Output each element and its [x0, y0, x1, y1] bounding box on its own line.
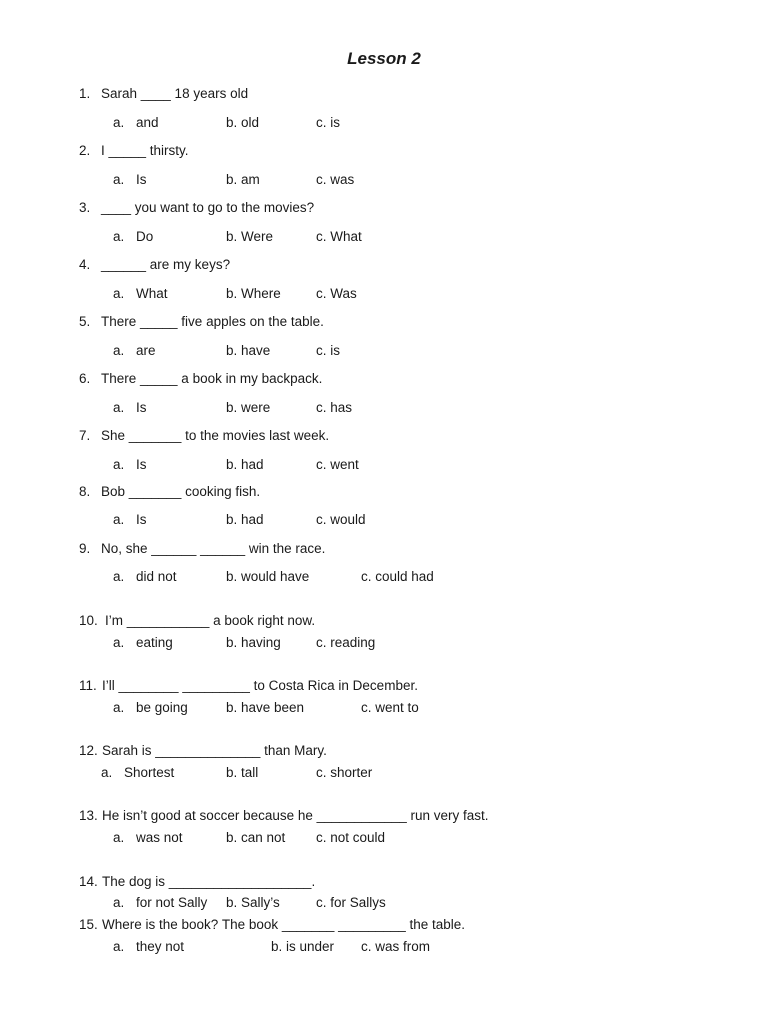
question-14-option-a-letter: a. — [113, 895, 125, 910]
question-10-text: I’m ___________ a book right now. — [105, 613, 316, 628]
question-9-option-a: did not — [136, 569, 177, 584]
question-14-option-b: b. Sally’s — [226, 895, 280, 910]
question-6-option-b: b. were — [226, 400, 271, 415]
question-13-number: 13. — [79, 808, 98, 823]
question-12-option-b: b. tall — [226, 765, 259, 780]
question-6-option-c: c. has — [316, 400, 353, 415]
question-7-option-a-letter: a. — [113, 457, 125, 472]
question-15-option-a-letter: a. — [113, 939, 125, 954]
question-11-option-a: be going — [136, 700, 188, 715]
question-9-number: 9. — [79, 541, 91, 556]
question-2-number: 2. — [79, 143, 91, 158]
question-2-option-c: c. was — [316, 172, 355, 187]
question-9-option-b: b. would have — [226, 569, 310, 584]
question-8-option-c: c. would — [316, 512, 366, 527]
question-5-option-a-letter: a. — [113, 343, 125, 358]
question-9-text: No, she ______ ______ win the race. — [101, 541, 326, 556]
question-4-text: ______ are my keys? — [101, 257, 231, 272]
question-3-option-a-letter: a. — [113, 229, 125, 244]
question-1-option-a: and — [136, 115, 159, 130]
question-4-option-a-letter: a. — [113, 286, 125, 301]
question-1-text: Sarah ____ 18 years old — [101, 86, 249, 101]
question-2-option-b: b. am — [226, 172, 260, 187]
question-11-text: I’ll ________ _________ to Costa Rica in December. — [102, 678, 418, 693]
question-12-number: 12. — [79, 743, 98, 758]
question-6-option-a-letter: a. — [113, 400, 125, 415]
question-3-option-c: c. What — [316, 229, 362, 244]
question-7-text: She _______ to the movies last week. — [101, 428, 330, 443]
question-13-option-a-letter: a. — [113, 830, 125, 845]
question-14-option-a: for not Sally — [136, 895, 208, 910]
question-11-option-b: b. have been — [226, 700, 305, 715]
question-2-text: I _____ thirsty. — [101, 143, 189, 158]
question-3-number: 3. — [79, 200, 91, 215]
question-4-number: 4. — [79, 257, 91, 272]
question-12-option-a: Shortest — [124, 765, 175, 780]
question-2-option-a: Is — [136, 172, 147, 187]
question-5-option-a: are — [136, 343, 156, 358]
question-1-option-a-letter: a. — [113, 115, 125, 130]
question-12-option-a-letter: a. — [101, 765, 113, 780]
question-13-option-b: b. can not — [226, 830, 286, 845]
question-4-option-b: b. Where — [226, 286, 281, 301]
question-2-option-a-letter: a. — [113, 172, 125, 187]
question-9-option-a-letter: a. — [113, 569, 125, 584]
question-15-option-b: b. is under — [271, 939, 335, 954]
question-6-option-a: Is — [136, 400, 147, 415]
question-5-text: There _____ five apples on the table. — [101, 314, 324, 329]
question-10-option-a: eating — [136, 635, 173, 650]
question-10-option-c: c. reading — [316, 635, 376, 650]
question-14-text: The dog is ___________________. — [102, 874, 316, 889]
question-15-option-c: c. was from — [361, 939, 431, 954]
question-11-option-a-letter: a. — [113, 700, 125, 715]
question-11-option-c: c. went to — [361, 700, 419, 715]
question-8-option-b: b. had — [226, 512, 264, 527]
question-12-text: Sarah is ______________ than Mary. — [102, 743, 327, 758]
question-1-number: 1. — [79, 86, 91, 101]
question-13-text: He isn’t good at soccer because he ____________ run very fast. — [102, 808, 489, 823]
question-7-option-c: c. went — [316, 457, 359, 472]
question-15-number: 15. — [79, 917, 98, 932]
question-7-number: 7. — [79, 428, 91, 443]
question-13-option-a: was not — [136, 830, 183, 845]
question-3-option-b: b. Were — [226, 229, 274, 244]
question-9-option-c: c. could had — [361, 569, 434, 584]
question-13-option-c: c. not could — [316, 830, 386, 845]
question-14-number: 14. — [79, 874, 98, 889]
question-1-option-c: c. is — [316, 115, 341, 130]
page-title: Lesson 2 — [347, 49, 421, 68]
question-8-option-a: Is — [136, 512, 147, 527]
question-5-option-b: b. have — [226, 343, 271, 358]
question-5-option-c: c. is — [316, 343, 341, 358]
question-7-option-b: b. had — [226, 457, 264, 472]
question-5-number: 5. — [79, 314, 91, 329]
question-11-number: 11. — [79, 678, 97, 693]
question-6-number: 6. — [79, 371, 91, 386]
question-10-number: 10. — [79, 613, 98, 628]
question-8-number: 8. — [79, 484, 91, 499]
question-1-option-b: b. old — [226, 115, 260, 130]
question-8-text: Bob _______ cooking fish. — [101, 484, 261, 499]
question-3-option-a: Do — [136, 229, 154, 244]
question-10-option-a-letter: a. — [113, 635, 125, 650]
question-7-option-a: Is — [136, 457, 147, 472]
question-15-option-a: they not — [136, 939, 185, 954]
question-12-option-c: c. shorter — [316, 765, 373, 780]
question-3-text: ____ you want to go to the movies? — [101, 200, 315, 215]
question-4-option-c: c. Was — [316, 286, 357, 301]
question-8-option-a-letter: a. — [113, 512, 125, 527]
question-6-text: There _____ a book in my backpack. — [101, 371, 323, 386]
question-10-option-b: b. having — [226, 635, 281, 650]
question-4-option-a: What — [136, 286, 168, 301]
question-15-text: Where is the book? The book _______ _________ the table. — [102, 917, 466, 932]
question-14-option-c: c. for Sallys — [316, 895, 386, 910]
